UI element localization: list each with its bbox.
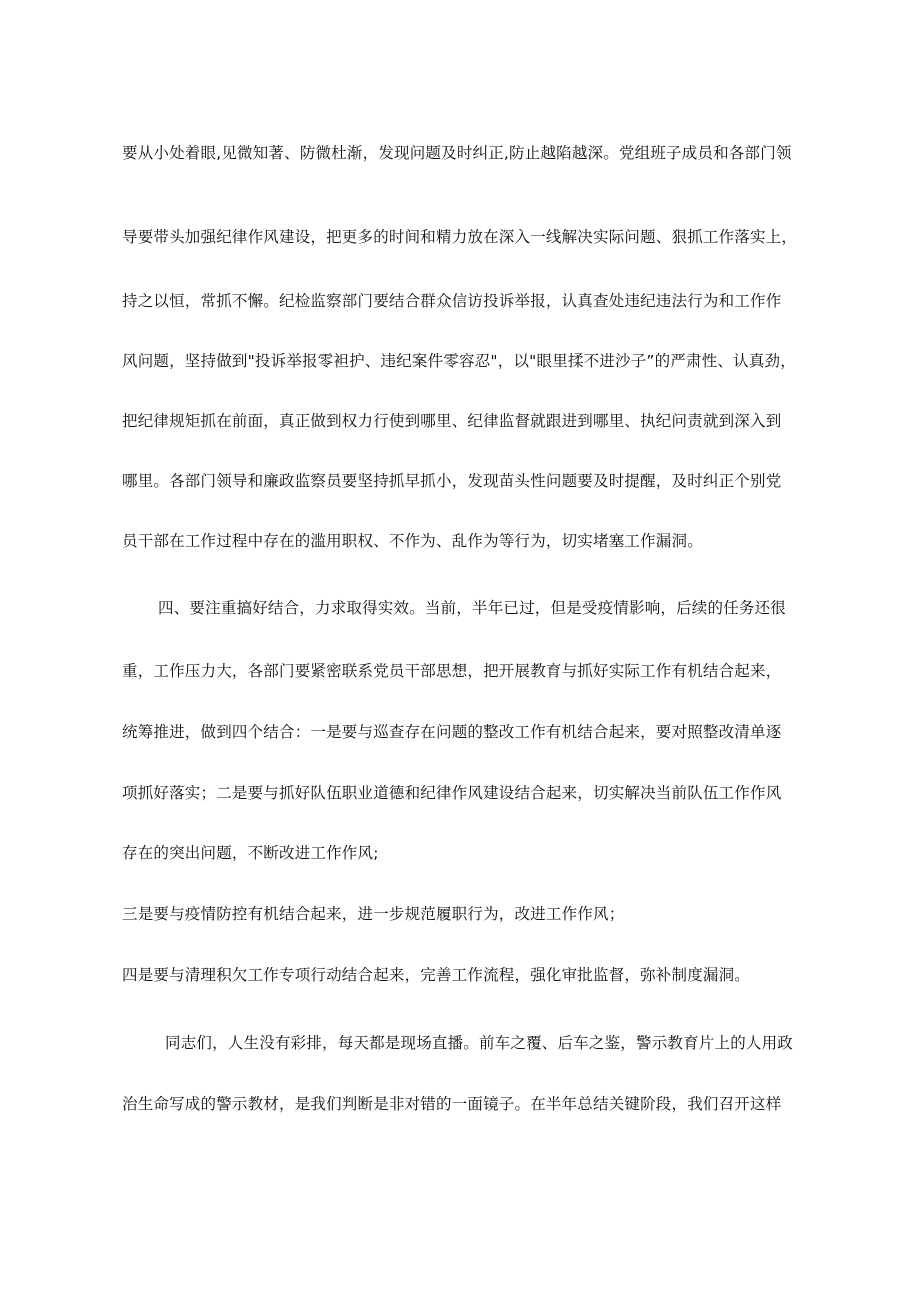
text-line: 持之以恒，常抓不懈。纪检监察部门要结合群众信访投诉举报，认真查处违纪违法行为和工作作 [122, 292, 782, 310]
paragraph-first-line: 同志们，人生没有彩排，每天都是现场直播。前车之覆、后车之鉴，警示教育片上的人用政 [165, 1034, 794, 1052]
text-line: 统筹推进，做到四个结合：一是要与巡查存在问题的整改工作有机结合起来，要对照整改清单逐 [122, 723, 782, 741]
text-line: 重，工作压力大，各部门要紧密联系党员干部思想，把开展教育与抓好实际工作有机结合起来， [122, 662, 782, 680]
text-line: 存在的突出问题，不断改进工作作风; [122, 844, 379, 862]
text-line: 要从小处着眼,见微知著、防微杜渐，发现问题及时纠正,防止越陷越深。党组班子成员和各部门领 [122, 144, 792, 162]
text-line: 风问题，坚持做到"投诉举报零袒护、违纪案件零容忍"，以"眼里揉不进沙子”的严肃性、认真劲， [122, 352, 796, 370]
text-line: 四是要与清理积欠工作专项行动结合起来，完善工作流程，强化审批监督，弥补制度漏洞。 [122, 966, 751, 984]
text-line: 三是要与疫情防控有机结合起来，进一步规范履职行为，改进工作作风； [122, 905, 625, 923]
text-line: 哪里。各部门领导和廉政监察员要坚持抓早抓小，发现苗头性问题要及时提醒，及时纠正个别党 [122, 472, 782, 490]
text-line: 把纪律规矩抓在前面，真正做到权力行使到哪里、纪律监督就跟进到哪里、执纪问责就到深入到 [122, 412, 782, 430]
text-line: 项抓好落实；二是要与抓好队伍职业道德和纪律作风建设结合起来，切实解决当前队伍工作作风 [122, 784, 782, 802]
text-line: 治生命写成的警示教材，是我们判断是非对错的一面镜子。在半年总结关键阶段，我们召开这样 [122, 1095, 782, 1113]
text-line: 导要带头加强纪律作风建设，把更多的时间和精力放在深入一线解决实际问题、狠抓工作落实上， [122, 228, 798, 246]
paragraph-first-line: 四、要注重搞好结合，力求取得实效。当前，半年已过，但是受疫情影响，后续的任务还很 [158, 599, 787, 617]
text-line: 员干部在工作过程中存在的滥用职权、不作为、乱作为等行为，切实堵塞工作漏洞。 [122, 532, 703, 550]
